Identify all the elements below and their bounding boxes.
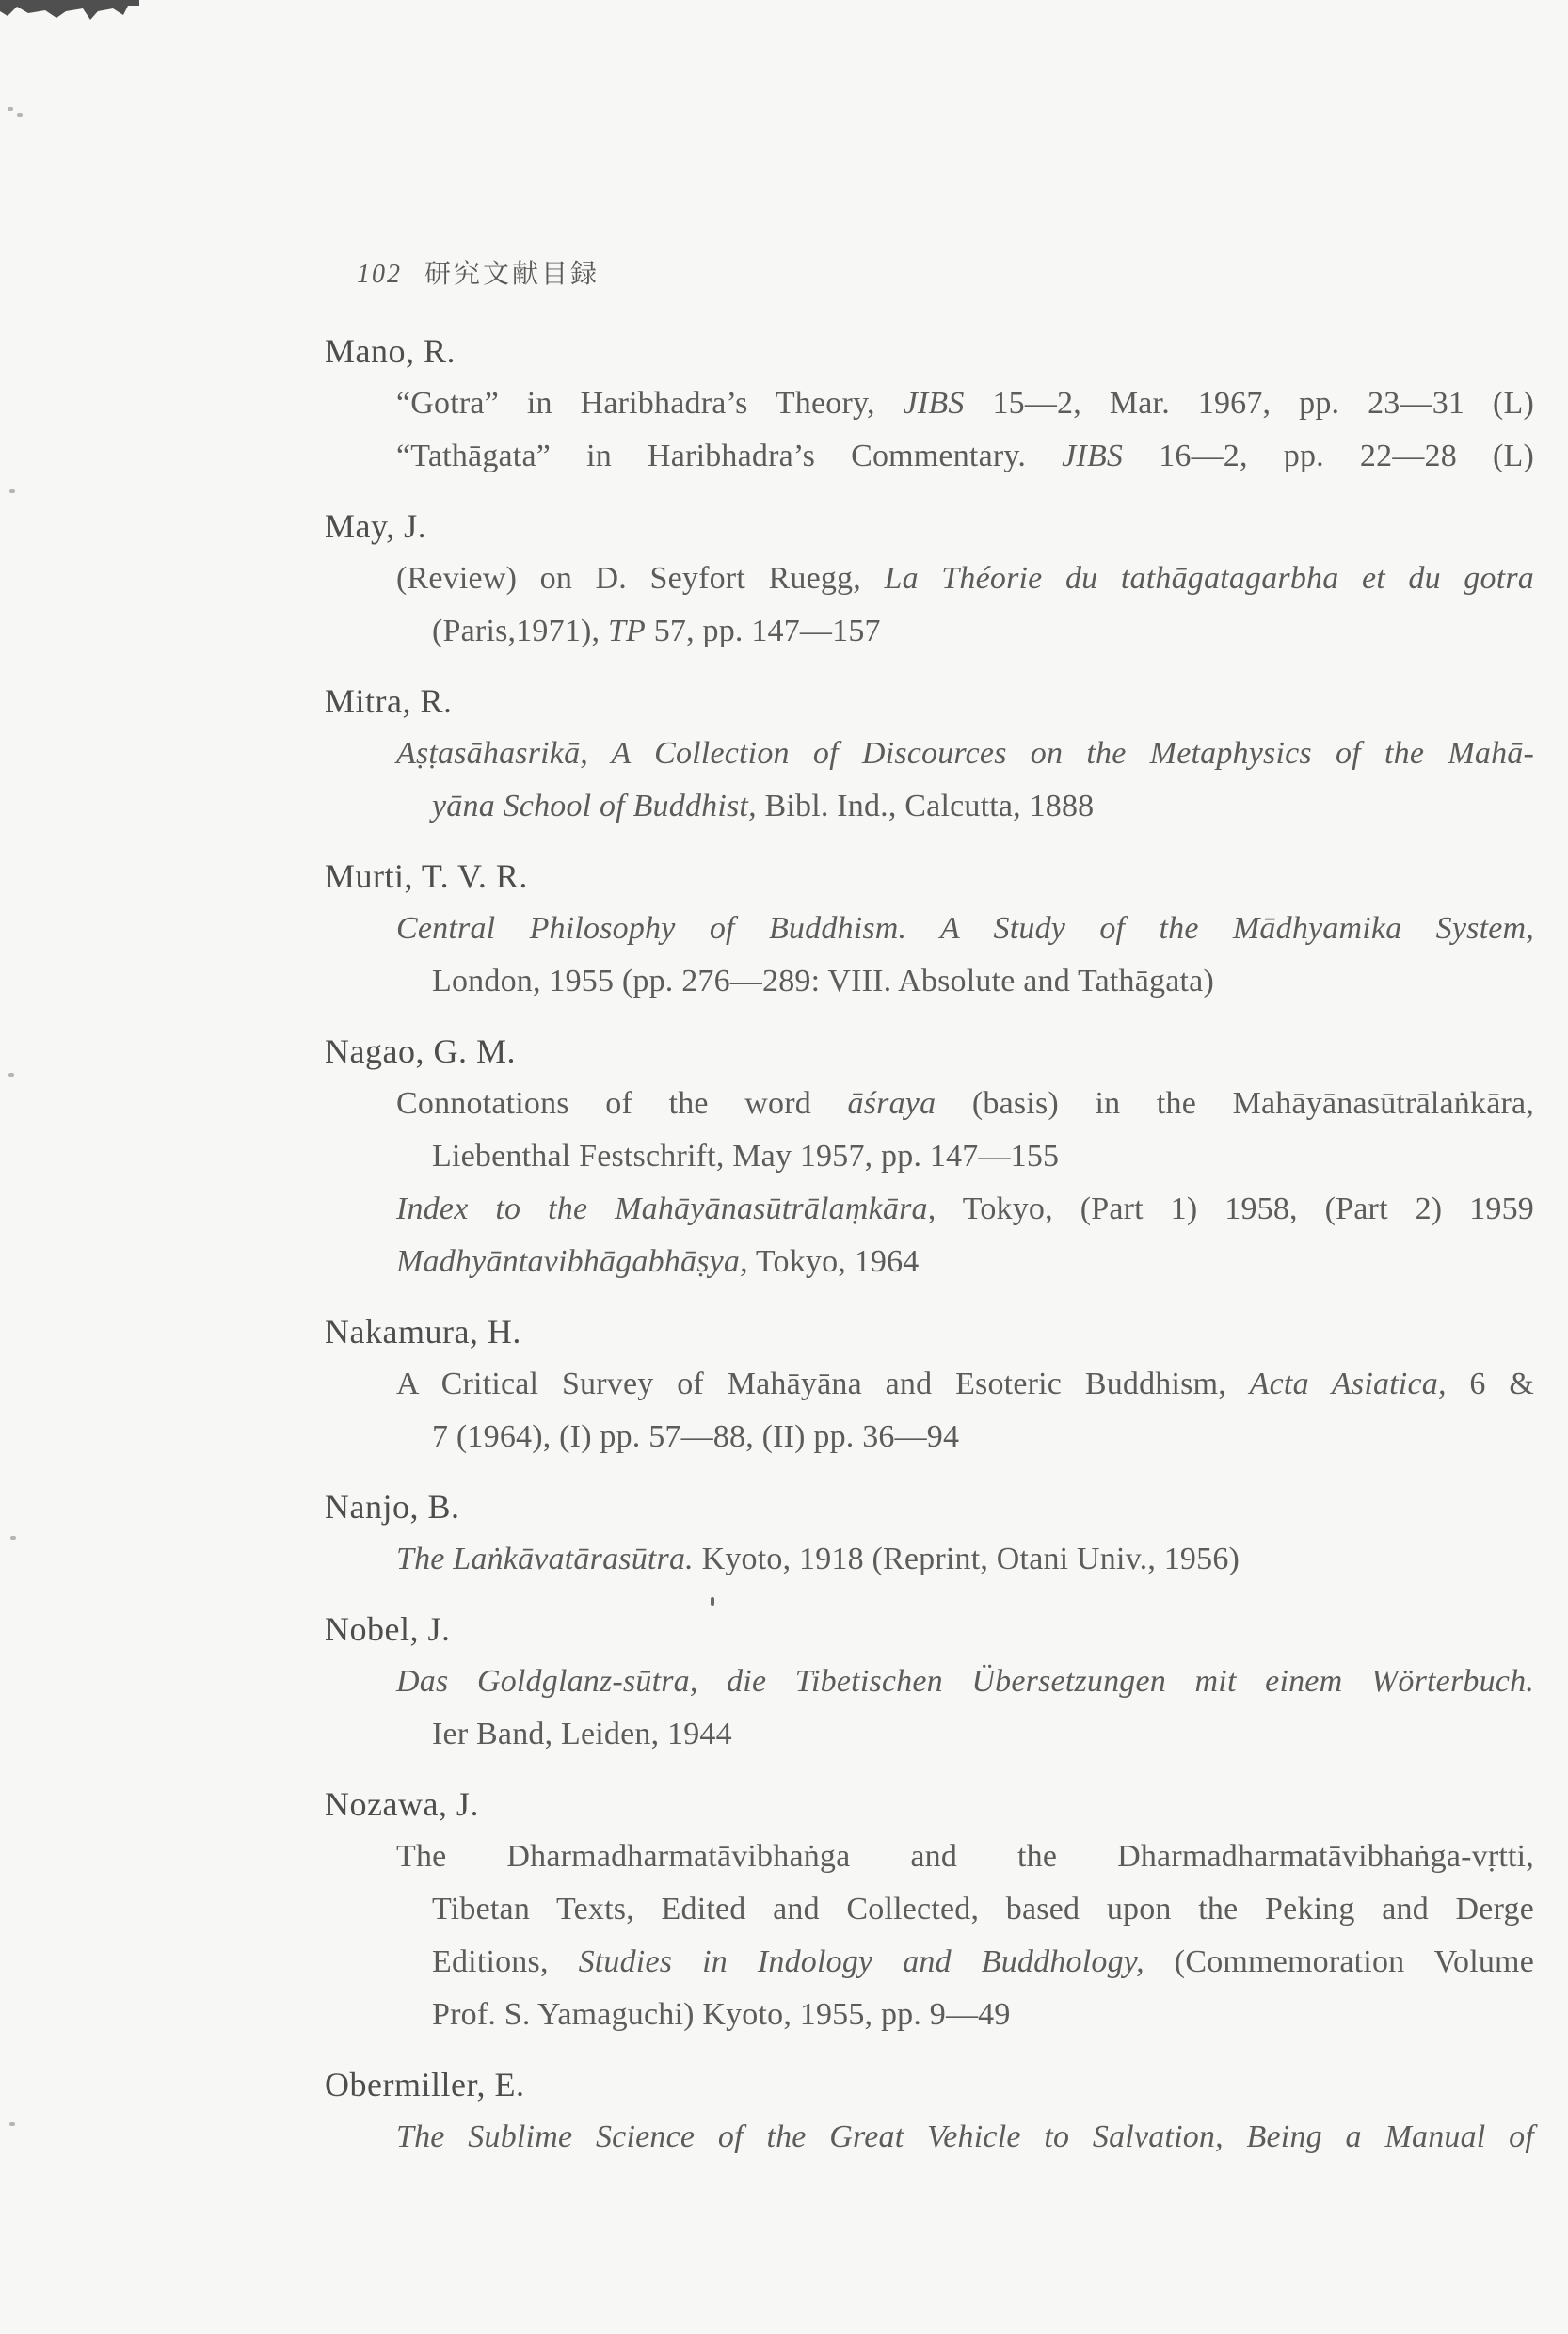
author-line: May, J.	[325, 507, 427, 545]
author-line: Nanjo, B.	[325, 1488, 460, 1526]
bib-line	[432, 780, 1568, 833]
ink-speck	[9, 489, 15, 493]
reference-text: 15—2, Mar. 1967, pp. 23—31 (L)	[964, 386, 1534, 421]
title-text: Madhyāntavibhāgabhāṣya,	[396, 1244, 748, 1279]
title-text: TP	[607, 614, 647, 648]
ink-speck	[9, 2122, 15, 2126]
reference-text: Liebenthal Festschrift, May 1957, pp. 147—155	[432, 1139, 1060, 1174]
bibliography-list	[325, 325, 1568, 2164]
reference-text: 16—2, pp. 22—28 (L)	[1123, 439, 1534, 473]
title-text: Acta Asiatica,	[1249, 1367, 1447, 1401]
bib-line	[432, 1708, 1568, 1761]
bib-entry	[325, 1480, 1568, 1586]
reference-text: (Paris,1971),	[432, 614, 608, 648]
reference-text: 57, pp. 147—157	[646, 614, 881, 648]
author-line: Nobel, J.	[325, 1610, 451, 1648]
reference-text: A Critical Survey of Mahāyāna and Esoteric Buddhism,	[396, 1367, 1250, 1401]
bib-line	[396, 1358, 1534, 1411]
author-line: Mano, R.	[325, 332, 456, 370]
bib-line	[432, 1936, 1534, 1989]
bib-line	[432, 1989, 1568, 2041]
reference-text: Ier Band, Leiden, 1944	[432, 1717, 732, 1751]
bib-line	[432, 1130, 1568, 1183]
title-text: āśraya	[847, 1086, 936, 1121]
title-text: JIBS	[903, 386, 965, 421]
reference-text: Tibetan Texts, Edited and Collected, based upon the Peking and Derge	[432, 1892, 1534, 1926]
bib-entry	[325, 1025, 1568, 1288]
header-title-japanese: 研究文献目録	[424, 260, 600, 289]
bib-line	[396, 1830, 1534, 1883]
reference-text: “Tathāgata” in Haribhadra’s Commentary.	[396, 439, 1063, 473]
author-line: Nozawa, J.	[325, 1785, 479, 1823]
title-text: Aṣṭasāhasrikā, A Collection of Discources on the Metaphysics of the Mahā-	[396, 736, 1534, 771]
reference-text: Tokyo, (Part 1) 1958, (Part 2) 1959	[936, 1191, 1535, 1226]
title-text: Das Goldglanz-sūtra, die Tibetischen Übersetzungen mit einem Wörterbuch.	[396, 1664, 1534, 1699]
bib-entry	[325, 850, 1568, 1008]
reference-text: Tokyo, 1964	[747, 1244, 920, 1279]
bib-line	[396, 1655, 1534, 1708]
title-text: Studies in Indology and Buddhology,	[578, 1944, 1144, 1979]
bib-line	[432, 1411, 1568, 1463]
bib-line	[396, 430, 1534, 483]
bib-line	[432, 605, 1568, 658]
title-text: Index to the Mahāyānasūtrālaṃkāra,	[396, 1191, 936, 1226]
bib-line	[432, 955, 1568, 1008]
author-line: Obermiller, E.	[325, 2066, 525, 2103]
scan-edge-artifact	[0, 0, 141, 21]
bib-line	[396, 1078, 1534, 1130]
bib-line	[396, 2111, 1534, 2164]
bib-entry	[325, 500, 1568, 658]
reference-text: “Gotra” in Haribhadra’s Theory,	[396, 386, 904, 421]
reference-text: London, 1955 (pp. 276—289: VIII. Absolute and Tathāgata)	[432, 964, 1214, 999]
bib-line	[396, 1533, 1568, 1586]
ink-speck	[10, 1536, 16, 1540]
bib-entry	[325, 325, 1568, 483]
bib-line	[396, 377, 1534, 430]
bib-line	[396, 552, 1534, 605]
reference-text: (basis) in the Mahāyānasūtrālaṅkāra,	[936, 1086, 1534, 1121]
bib-entry	[325, 675, 1568, 833]
author-line: Nakamura, H.	[325, 1313, 521, 1351]
author-line: Nagao, G. M.	[325, 1032, 516, 1070]
bib-line	[396, 903, 1534, 955]
title-text: La Théorie du tathāgatagarbha et du gotra	[884, 561, 1534, 596]
reference-text: (Commemoration Volume	[1144, 1944, 1534, 1979]
bib-entry	[325, 1305, 1568, 1463]
title-text: yāna School of Buddhist,	[432, 789, 757, 823]
bib-entry	[325, 1778, 1568, 2041]
page-number: 102	[357, 260, 402, 289]
reference-text: Editions,	[432, 1944, 579, 1979]
reference-text: 6 &	[1446, 1367, 1535, 1401]
reference-text: (Review) on D. Seyfort Ruegg,	[396, 561, 885, 596]
page-header	[357, 256, 1568, 294]
reference-text: Bibl. Ind., Calcutta, 1888	[756, 789, 1095, 823]
reference-text: Kyoto, 1918 (Reprint, Otani Univ., 1956)	[693, 1542, 1240, 1576]
title-text: Central Philosophy of Buddhism. A Study of the Mādhyamika System,	[396, 911, 1534, 946]
reference-text: 7 (1964), (I) pp. 57—88, (II) pp. 36—94	[432, 1419, 960, 1454]
author-line: Mitra, R.	[325, 682, 453, 720]
bib-line	[396, 727, 1534, 780]
reference-text: Connotations of the word	[396, 1086, 848, 1121]
bib-line	[396, 1183, 1534, 1236]
author-line: Murti, T. V. R.	[325, 857, 528, 895]
bib-entry	[325, 2058, 1568, 2164]
reference-text: The Dharmadharmatāvibhaṅga and the Dharmadharmatāvibhaṅga-vṛtti,	[396, 1839, 1534, 1874]
title-text: The Sublime Science of the Great Vehicle to Salvation, Being a Manual of	[396, 2119, 1534, 2154]
ink-speck	[17, 113, 23, 117]
reference-text: Prof. S. Yamaguchi) Kyoto, 1955, pp. 9—49	[432, 1997, 1011, 2032]
title-text: JIBS	[1062, 439, 1124, 473]
bib-line	[432, 1883, 1534, 1936]
bib-line	[396, 1236, 1568, 1288]
bib-entry	[325, 1603, 1568, 1761]
ink-speck	[8, 1073, 14, 1077]
ink-speck	[8, 107, 13, 111]
ink-speck	[711, 1597, 714, 1606]
title-text: The Laṅkāvatārasūtra.	[396, 1542, 694, 1576]
